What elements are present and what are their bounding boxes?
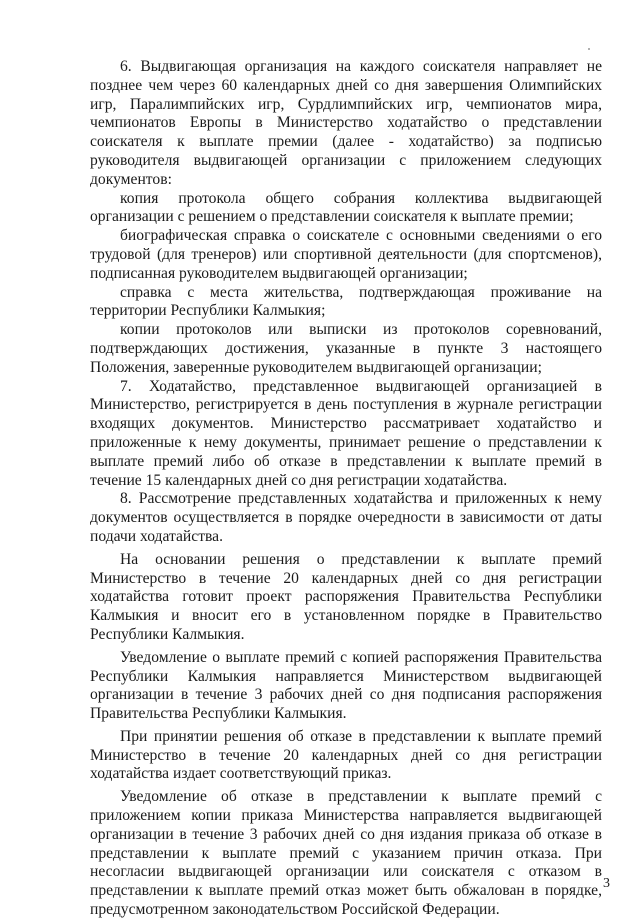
list-item-protocol-copy: копия протокола общего собрания коллектива выдвигающей организации с решением о представлении соискателя к выплате премии; xyxy=(90,189,602,226)
paragraph-6: 6. Выдвигающая организация на каждого соискателя направляет не позднее чем через 60 календарных дней со дня завершения Олимпийских игр, Паралимпийских игр, Сурдлимпийских игр, чемпионатов мира, чемпионатов Европы в Министерство ходатайство о представлении соискателя к выплате премии (далее - ходатайство) за подписью руководителя выдвигающей организации с приложением следующих документов: xyxy=(90,58,602,188)
paragraph-7: 7. Ходатайство, представленное выдвигающей организацией в Министерство, регистрируется в день поступления в журнале регистрации входящих документов. Министерство рассматривает ходатайство и приложенные к нему документы, принимает решение о представлении к выплате премий либо об отказе в представлении к выплате премий в течение 15 календарных дней со дня регистрации ходатайства. xyxy=(90,377,602,489)
paragraph-decision: На основании решения о представлении к выплате премий Министерство в течение 20 календарных дней со дня регистрации ходатайства готовит проект распоряжения Правительства Республики Калмыкия и вносит его в установленном порядке в Правительство Республики Калмыкия. xyxy=(90,550,602,643)
document-body xyxy=(90,58,602,920)
page-number: 3 xyxy=(603,876,610,891)
list-item-biography: биографическая справка о соискателе с основными сведениями о его трудовой (для тренеров) или спортивной деятельности (для спортсменов), подписанная руководителем выдвигающей организации; xyxy=(90,227,602,282)
scan-speck xyxy=(588,48,590,50)
list-item-residence-certificate: справка с места жительства, подтверждающая проживание на территории Республики Калмыкия; xyxy=(90,283,602,320)
list-item-competition-protocols: копии протоколов или выписки из протоколов соревнований, подтверждающих достижения, указанные в пункте 3 настоящего Положения, заверенные руководителем выдвигающей организации; xyxy=(90,321,602,376)
paragraph-refusal-notification: Уведомление об отказе в представлении к выплате премий с приложением копии приказа Министерства направляется выдвигающей организации в течение 3 рабочих дней со дня издания приказа об отказе в представлении к выплате премий с указанием причин отказа. При несогласии выдвигающей организации или соискателя с отказом в представлении к выплате премий отказ может быть обжалован в порядке, предусмотренном законодательством Российской Федерации. xyxy=(90,788,602,919)
paragraph-notification: Уведомление о выплате премий с копией распоряжения Правительства Республики Калмыкия направляется Министерством выдвигающей организации в течение 3 рабочих дней со дня подписания распоряжения Правительства Республики Калмыкия. xyxy=(90,648,602,723)
paragraph-8: 8. Рассмотрение представленных ходатайства и приложенных к нему документов осуществляется в порядке очередности в зависимости от даты подачи ходатайства. xyxy=(90,490,602,545)
paragraph-refusal-decision: При принятии решения об отказе в представлении к выплате премий Министерство в течение 20 календарных дней со дня регистрации ходатайства издает соответствующий приказ. xyxy=(90,727,602,783)
